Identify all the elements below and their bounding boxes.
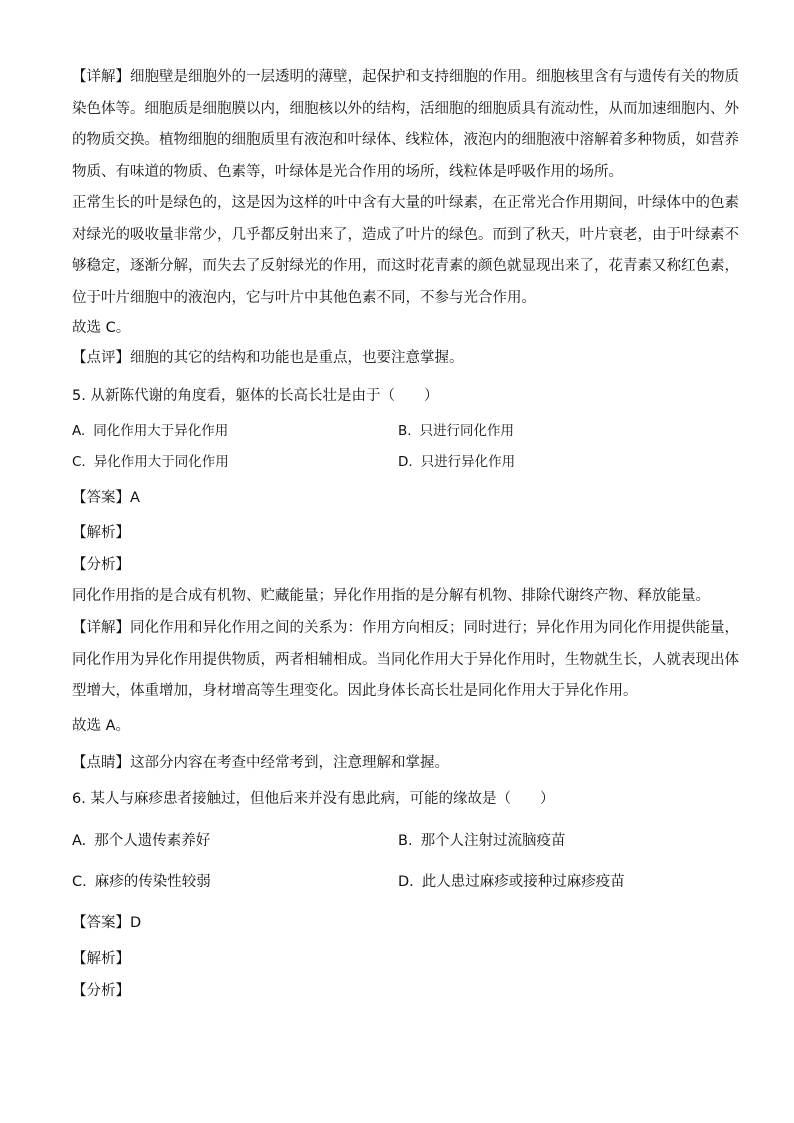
comment-q5: 【点睛】这部分内容在考查中经常考到，注意理解和掌握。 — [72, 755, 449, 771]
text-line: 对绿光的吸收量非常少，几乎都反射出来了，造成了叶片的绿色。而到了秋天，叶片衰老，由于叶绿素不 — [72, 226, 739, 243]
question-6-options-row-1 — [72, 826, 724, 858]
option-a: A. 那个人遗传素养好 — [72, 833, 211, 849]
text-line: 正常生长的叶是绿色的，这是因为这样的叶中含有大量的叶绿素，在正常光合作用期间，叶绿体中的色素 — [72, 195, 739, 211]
question-5-stem: 5. 从新陈代谢的角度看，躯体的长高长壮是由于（ ） — [72, 388, 439, 404]
text-line: 同化作用为异化作用提供物质，两者相辅相成。当同化作用大于异化作用时，生物就生长，人就表现出体 — [72, 651, 739, 668]
option-c: C. 异化作用大于同化作用 — [72, 454, 229, 470]
option-c: C. 麻疹的传染性较弱 — [72, 874, 211, 890]
detail-paragraph-q5 — [72, 613, 739, 708]
option-b: B. 只进行同化作用 — [398, 423, 515, 439]
option-b: B. 那个人注射过流脑疫苗 — [398, 833, 566, 849]
text-line: 染色体等。细胞质是细胞膜以内，细胞核以外的结构，活细胞的细胞质具有流动性，从而加速细胞内、外 — [72, 100, 739, 117]
fenxi-heading-q6: 【分析】 — [72, 983, 130, 999]
answer-q5: 【答案】A — [72, 490, 140, 506]
analysis-q5: 同化作用指的是合成有机物、贮藏能量；异化作用指的是分解有机物、排除代谢终产物、释放能量。 — [72, 588, 710, 604]
fenxi-heading-q5: 【分析】 — [72, 557, 130, 573]
choose-a-line: 故选 A。 — [72, 718, 131, 734]
option-d: D. 只进行异化作用 — [398, 454, 516, 470]
question-5-options-row-2 — [72, 447, 724, 479]
text-line: 位于叶片细胞中的液泡内，它与叶片中其他色素不同，不参与光合作用。 — [72, 289, 536, 306]
comment-q4: 【点评】细胞的其它的结构和功能也是重点，也要注意掌握。 — [72, 350, 464, 366]
option-a: A. 同化作用大于异化作用 — [72, 423, 229, 439]
detail-paragraph-q4 — [72, 62, 739, 188]
answer-q6: 【答案】D — [72, 915, 142, 931]
text-line: 【详解】同化作用和异化作用之间的关系为：作用方向相反；同时进行；异化作用为同化作用提供能量， — [72, 620, 739, 636]
text-line: 型增大，体重增加，身材增高等生理变化。因此身体长高长壮是同化作用大于异化作用。 — [72, 683, 638, 699]
text-line: 【详解】细胞壁是细胞外的一层透明的薄壁，起保护和支持细胞的作用。细胞核里含有与遗传有关的物质 — [72, 69, 739, 85]
text-line: 够稳定，逐渐分解，而失去了反射绿光的作用，而这时花青素的颜色就显现出来了，花青素又称红色素， — [72, 258, 739, 274]
question-5-options-row-1 — [72, 416, 724, 448]
question-6-options-row-2 — [72, 867, 724, 899]
option-d: D. 此人患过麻疹或接种过麻疹疫苗 — [398, 874, 625, 890]
leaf-color-paragraph — [72, 188, 739, 314]
question-6-stem: 6. 某人与麻疹患者接触过，但他后来并没有患此病，可能的缘故是（ ） — [72, 791, 555, 807]
choose-c-line: 故选 C。 — [72, 320, 131, 336]
text-line: 的物质交换。植物细胞的细胞质里有液泡和叶绿体、线粒体，液泡内的细胞液中溶解着多种物质，如营养 — [72, 132, 739, 148]
jiexi-heading-q5: 【解析】 — [72, 525, 130, 541]
jiexi-heading-q6: 【解析】 — [72, 951, 130, 967]
text-line: 物质、有味道的物质、色素等，叶绿体是光合作用的场所，线粒体是呼吸作用的场所。 — [72, 163, 623, 180]
